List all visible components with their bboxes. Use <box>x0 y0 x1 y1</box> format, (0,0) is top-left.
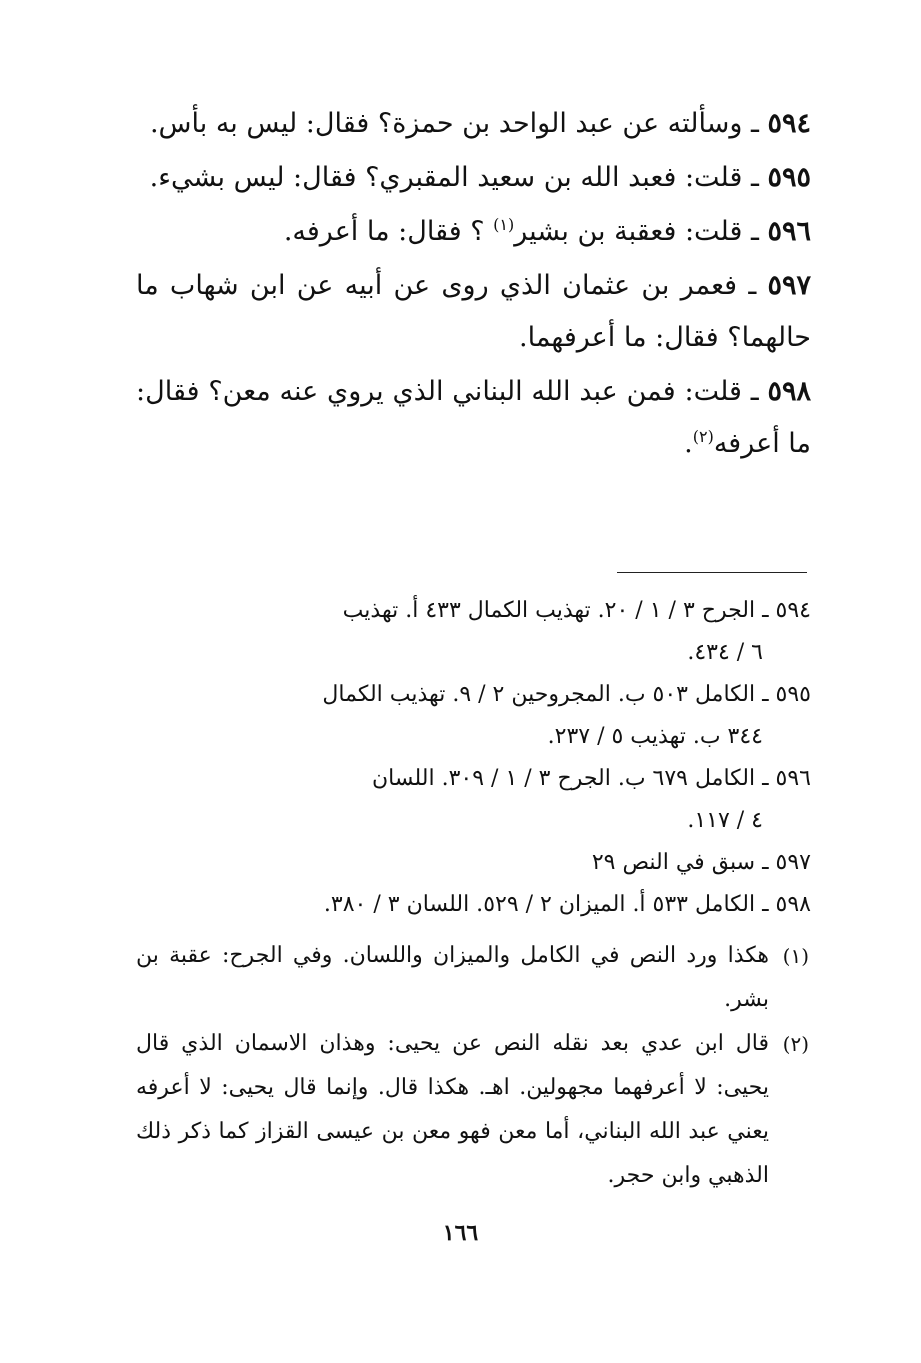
reference-597 <box>136 842 811 884</box>
entry-number: ٥٩٥ <box>767 162 811 193</box>
reference-line: ٥٩٤ ـ الجرح ٣ / ١ / ٢٠. تهذيب الكمال ٤٣٣ أ. تهذيب <box>342 598 811 623</box>
reference-line-continued: ٣٤٤ ب. تهذيب ٥ / ٢٣٧. <box>547 724 763 749</box>
footnote-mark: (١) <box>493 215 515 234</box>
footnote-marker: (٢) <box>782 1032 809 1056</box>
reference-line-continued: ٦ / ٤٣٤. <box>687 640 763 665</box>
page-number: ١٦٦ <box>442 1220 479 1246</box>
entry-595 <box>136 152 811 204</box>
entry-text: ـ قلت: فمن عبد الله البناني الذي يروي عنه معن؟ فقال: ما أعرفه <box>136 376 811 459</box>
entry-598 <box>136 366 811 470</box>
footnotes-section <box>136 934 809 1198</box>
reference-594 <box>136 590 811 674</box>
entry-text: ـ قلت: فعقبة بن بشير <box>514 216 768 247</box>
entry-596 <box>136 206 811 258</box>
references-section <box>136 590 811 926</box>
entry-597 <box>136 260 811 364</box>
entry-text: ـ قلت: فعبد الله بن سعيد المقبري؟ فقال: ليس بشيء. <box>149 162 768 193</box>
entry-text: ـ فعمر بن عثمان الذي روى عن أبيه عن ابن شهاب ما حالهما؟ فقال: ما أعرفهما. <box>136 270 811 353</box>
footnote-divider <box>617 572 807 573</box>
entry-594 <box>136 98 811 150</box>
reference-line: ٥٩٦ ـ الكامل ٦٧٩ ب. الجرح ٣ / ١ / ٣٠٩. اللسان <box>372 766 811 791</box>
entry-number: ٥٩٨ <box>767 376 811 407</box>
main-text <box>136 98 811 472</box>
reference-595 <box>136 674 811 758</box>
footnote-marker: (١) <box>782 944 809 968</box>
reference-596 <box>136 758 811 842</box>
entry-text: . <box>684 428 693 459</box>
entry-number: ٥٩٧ <box>767 270 811 301</box>
reference-line: ٥٩٨ ـ الكامل ٥٣٣ أ. الميزان ٢ / ٥٢٩. اللسان ٣ / ٣٨٠. <box>323 892 811 917</box>
reference-line: ٥٩٧ ـ سبق في النص ٢٩ <box>591 850 811 875</box>
reference-598 <box>136 884 811 926</box>
reference-line: ٥٩٥ ـ الكامل ٥٠٣ ب. المجروحين ٢ / ٩. تهذيب الكمال <box>322 682 811 707</box>
footnote-mark: (٢) <box>692 427 714 446</box>
footnote-1 <box>136 934 809 1022</box>
footnote-text: هكذا ورد النص في الكامل والميزان واللسان. وفي الجرح: عقبة بن بشر. <box>136 943 769 1012</box>
footnote-2 <box>136 1022 809 1198</box>
entry-number: ٥٩٤ <box>767 108 811 139</box>
entry-text: ؟ فقال: ما أعرفه. <box>283 216 494 247</box>
footnote-text: قال ابن عدي بعد نقله النص عن يحيى: وهذان الاسمان الذي قال يحيى: لا أعرفهما مجهولين. اهـ. هكذا قال. وإنما قال يحيى: لا أعرفه يعني عبد الله البناني، أما معن فهو معن بن عيسى القزاز كما ذكر ذلك الذهبي وابن حجر. <box>136 1031 769 1188</box>
entry-number: ٥٩٦ <box>767 216 811 247</box>
entry-text: ـ وسألته عن عبد الواحد بن حمزة؟ فقال: ليس به بأس. <box>149 108 768 139</box>
reference-line-continued: ٤ / ١١٧. <box>687 808 763 833</box>
